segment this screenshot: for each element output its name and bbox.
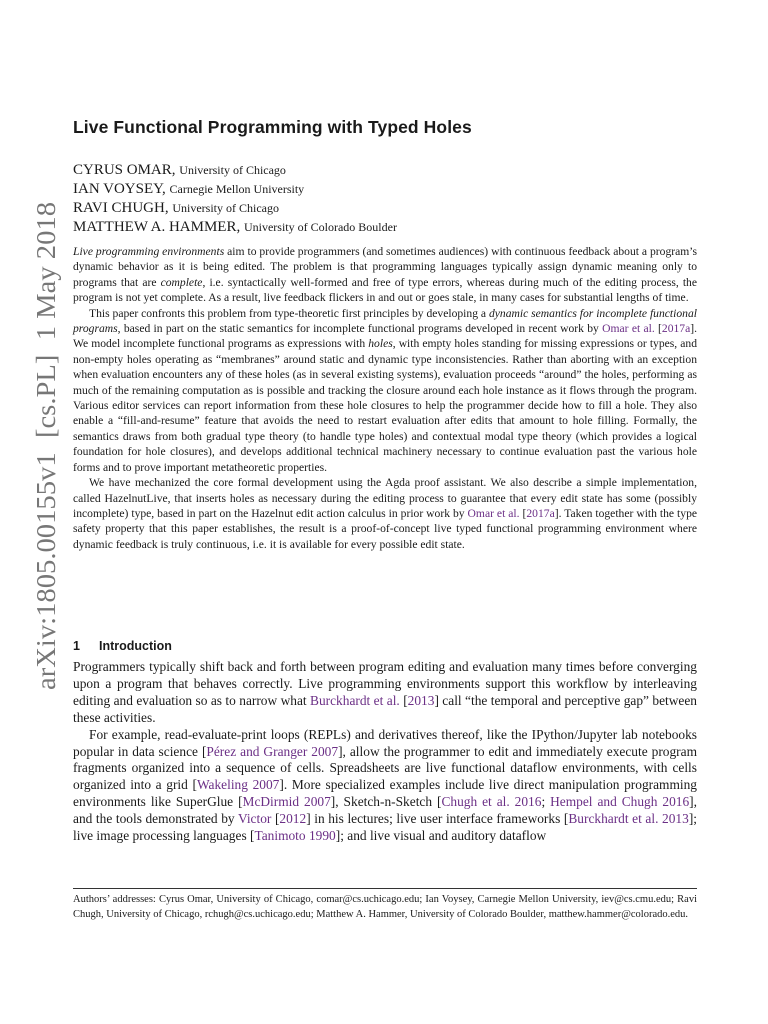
emphasized-text: holes xyxy=(368,337,393,351)
citation-link[interactable]: Burckhardt et al. 2013 xyxy=(568,811,689,827)
arxiv-stamp xyxy=(24,200,64,700)
author-affiliation: University of Chicago xyxy=(179,163,286,177)
author-entry xyxy=(73,161,697,180)
text-run: Programmers typically shift back and forth between program editing and evaluation many times before converging upon a program that behaves correctly. Live programming environments support this workflow by interleaving editing and evaluation so as to narrow what xyxy=(73,659,697,708)
section-title: Introduction xyxy=(99,639,172,653)
text-run: ]. Taken together with the type safety property that this paper establishes, the result is a proof-of-concept live typed functional programming environment where dynamic feedback is truly continuous, i.e. it is available for every possible edit state. xyxy=(73,506,698,551)
citation-link[interactable]: Chugh et al. 2016 xyxy=(441,794,542,810)
emphasized-text: complete xyxy=(160,275,203,289)
text-run: ], allow the programmer to edit and immediately execute program fragments organized into a sequence of cells. Spreadsheets are live functional dataflow environments, with cells organized into a grid [ xyxy=(73,743,698,793)
author-entry xyxy=(73,218,697,237)
emphasized-text: Live programming environments xyxy=(73,245,225,258)
citation-link[interactable]: 2013 xyxy=(407,692,435,708)
text-run: [ xyxy=(654,322,662,336)
text-run: ] call “the temporal and perceptive gap” between these activities. xyxy=(73,692,697,725)
citation-link[interactable]: 2017a xyxy=(526,506,555,520)
author-entry xyxy=(73,180,697,199)
text-run: , based in part on the static semantics for incomplete functional programs developed in recent work by xyxy=(117,322,603,336)
text-run: ]. More specialized examples include live direct manipulation programming environments like SuperGlue [ xyxy=(73,777,697,810)
text-run: We have mechanized the core formal development using the Agda proof assistant. We also describe a simple implementation, called HazelnutLive, that inserts holes as necessary during the editing process to guarantee that every edit state has some (possibly incomplete) type, based in part on the Hazelnut edit action calculus in prior work by xyxy=(73,476,697,520)
citation-link[interactable]: Omar et al. xyxy=(602,322,655,336)
text-run: ]; live image processing languages [ xyxy=(73,811,697,844)
text-run: [ xyxy=(271,811,280,827)
author-addresses-footnote: Authors’ addresses: Cyrus Omar, University of Chicago, comar@cs.uchicago.edu; Ian Voysey, Carnegie Mellon University, iev@cs.cmu.edu; Ravi Chugh, University of Chicago, rchugh@cs.uchicago.edu; Matthew A. Hammer, University of Colorado Boulder, matthew.hammer@colorado.edu. xyxy=(73,894,697,920)
paper-title: Live Functional Programming with Typed Holes xyxy=(73,117,472,137)
intro-paragraph xyxy=(73,659,697,727)
text-run: ], Sketch-n-Sketch [ xyxy=(330,794,442,810)
text-run: ], and the tools demonstrated by xyxy=(73,794,697,827)
intro-paragraph xyxy=(73,727,697,845)
author-entry xyxy=(73,199,697,218)
text-run: aim to provide programmers (and sometimes audiences) with continuous feedback about a program’s dynamic behavior as it is being edited. The problem is that programming languages typically assign dynamic meaning only to programs that are xyxy=(73,245,698,289)
text-run: ] in his lectures; live user interface frameworks [ xyxy=(306,811,569,827)
author-list xyxy=(73,161,697,237)
author-name: CYRUS OMAR, xyxy=(73,162,176,178)
footnote-rule xyxy=(73,888,697,889)
citation-link[interactable]: Victor xyxy=(237,811,272,827)
citation-link[interactable]: Hempel and Chugh 2016 xyxy=(550,794,690,810)
text-run: [ xyxy=(519,506,527,520)
author-name: IAN VOYSEY, xyxy=(73,181,166,197)
citation-link[interactable]: Tanimoto 1990 xyxy=(254,828,336,844)
abstract-paragraph xyxy=(73,475,697,552)
author-affiliation: University of Colorado Boulder xyxy=(243,220,397,234)
citation-link[interactable]: Omar et al. xyxy=(467,506,520,520)
introduction-body xyxy=(73,659,697,845)
emphasized-text: dynamic semantics for incomplete functional programs xyxy=(73,306,697,336)
citation-link[interactable]: 2017a xyxy=(661,322,691,336)
arxiv-id: arXiv:1805.00155v1 [cs.PL] 1 May 2018 xyxy=(31,229,61,690)
citation-link[interactable]: McDirmid 2007 xyxy=(242,794,331,810)
text-run: , with empty holes standing for missing expressions or types, and non-empty holes operating as “membranes” around static and dynamic type inconsistencies. Rather than aborting with an exception when evaluation encounters any of these holes (as in several existing systems), evaluation proceeds “around” the holes, performing as much of the remaining computation as is possible and tracking the closure around each hole instance as it flows through the program. Various editor services can report information from these hole closures to help the programmer decide how to fill a hole. They also enable a “fill-and-resume” feature that avoids the need to restart evaluation after edits that amount to hole filling. Formally, the semantics draws from both gradual type theory (to handle type holes) and contextual modal type theory (which provides a logical foundation for hole closures), and develops additional technical machinery necessary to continue evaluation past the various hole forms and to prove important metatheoretic properties. xyxy=(73,337,697,474)
abstract-paragraph xyxy=(73,244,697,306)
section-number: 1 xyxy=(73,639,80,653)
text-run: ]. We model incomplete functional programs as expressions with xyxy=(73,322,698,351)
citation-link[interactable]: 2012 xyxy=(279,811,307,827)
citation-link[interactable]: Pérez and Granger 2007 xyxy=(206,743,339,759)
text-run: , i.e. syntactically well-formed and free of type errors, whereas during much of the editing process, the program is not yet complete. As a result, live feedback flickers in and out or goes stale, in many cases for substantial lengths of time. xyxy=(73,275,697,305)
abstract xyxy=(73,244,697,552)
abstract-paragraph xyxy=(73,306,697,475)
author-affiliation: Carnegie Mellon University xyxy=(169,182,305,196)
text-run: For example, read-evaluate-print loops (REPLs) and derivatives thereof, like the IPython/Jupyter lab notebooks popular in data science [ xyxy=(73,726,697,759)
author-name: RAVI CHUGH, xyxy=(73,200,169,216)
section-heading xyxy=(73,639,697,653)
author-affiliation: University of Chicago xyxy=(172,201,279,215)
text-run: ]; and live visual and auditory dataflow xyxy=(335,828,547,844)
text-run: ; xyxy=(541,794,551,810)
text-run: This paper confronts this problem from type-theoretic first principles by developing a xyxy=(89,306,489,320)
author-name: MATTHEW A. HAMMER, xyxy=(73,219,241,235)
citation-link[interactable]: Burckhardt et al. xyxy=(310,692,400,708)
citation-link[interactable]: Wakeling 2007 xyxy=(196,777,280,793)
text-run: [ xyxy=(399,692,408,708)
